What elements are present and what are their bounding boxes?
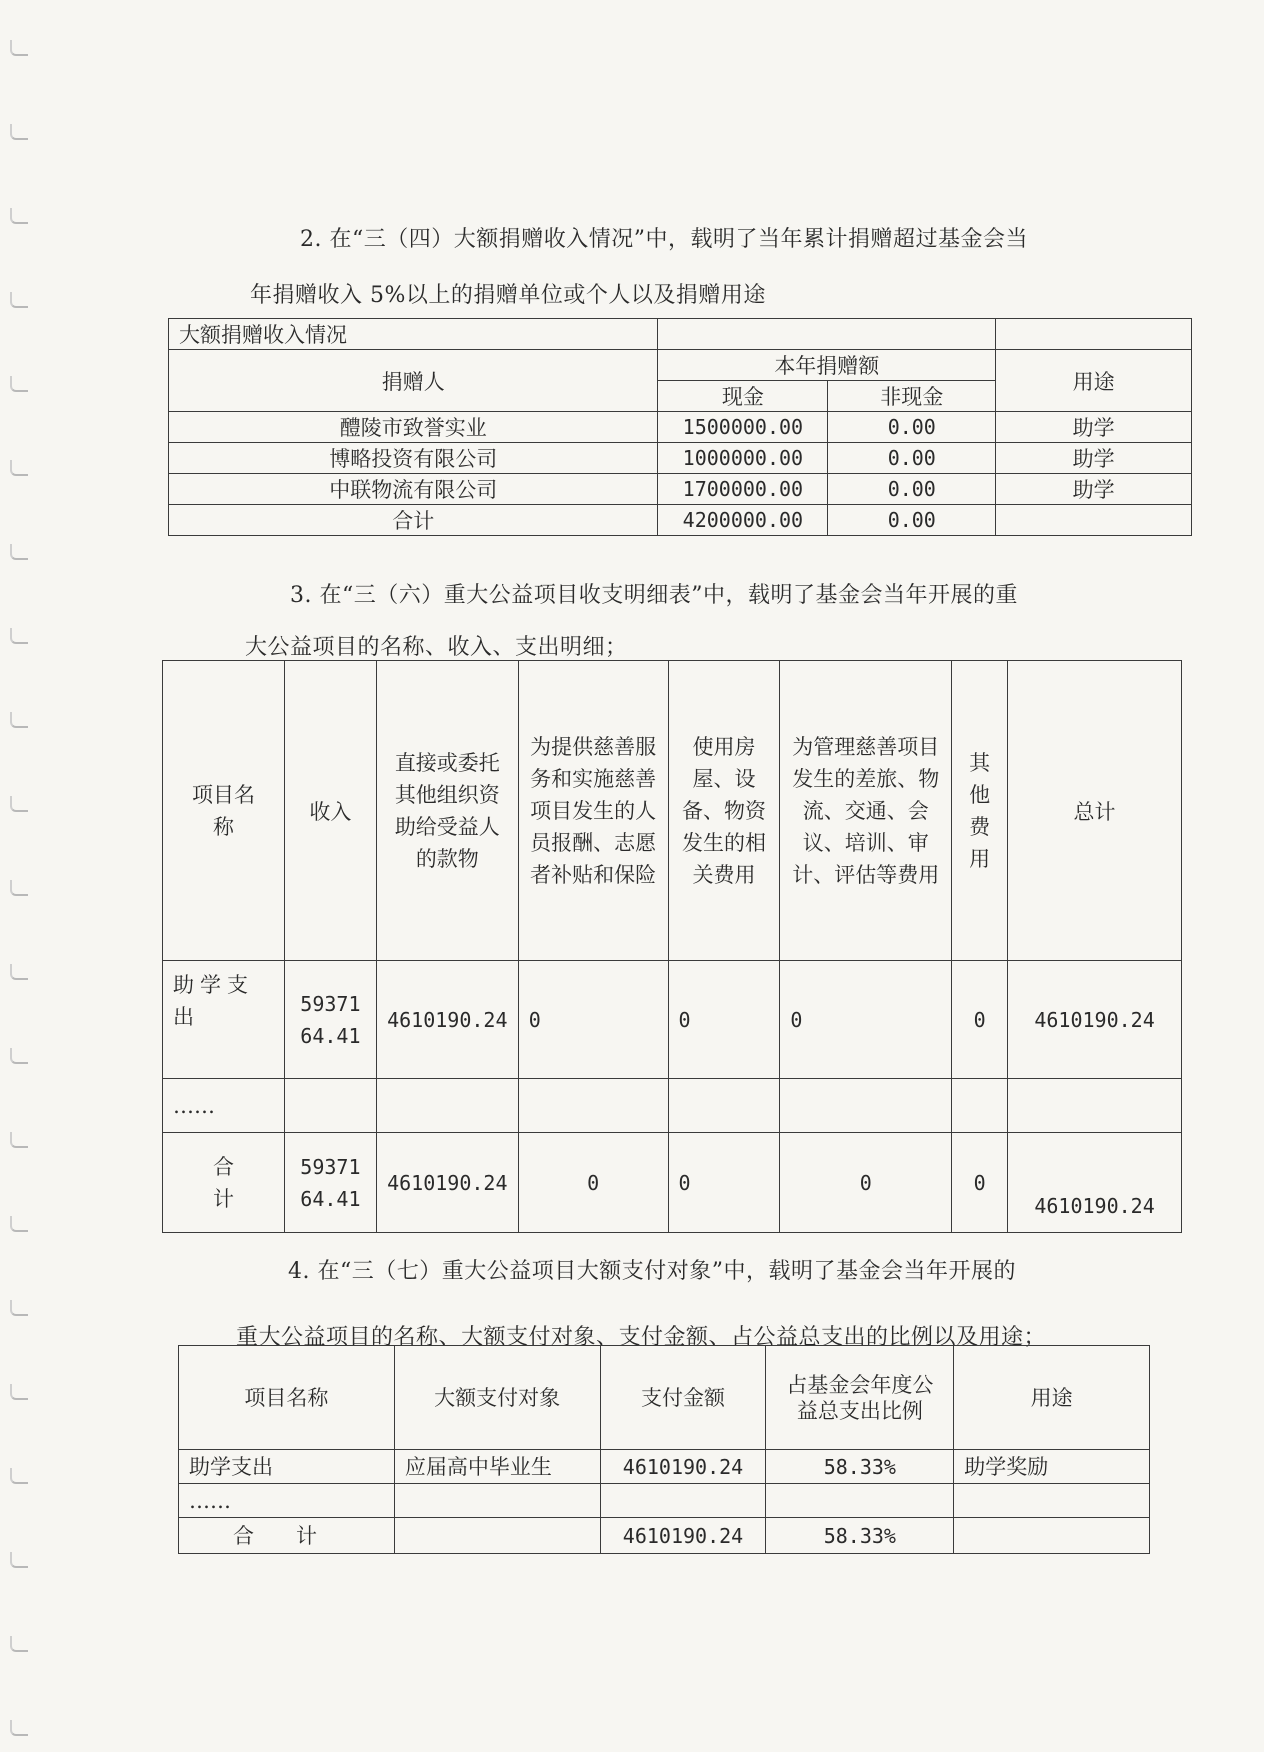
cash-header: 现金	[658, 381, 828, 412]
premises-cost-header: 使用房屋、设备、物资发生的相关费用	[668, 661, 780, 961]
binding-hole-mark	[10, 880, 28, 896]
table-row-total	[163, 1133, 1182, 1233]
other-cost-cell	[952, 1079, 1008, 1133]
ratio-cell	[766, 1484, 954, 1518]
donor-cell: 合计	[169, 505, 658, 536]
para3-line2: 大公益项目的名称、收入、支出明细；	[245, 635, 628, 660]
noncash-cell: 0.00	[828, 443, 996, 474]
para4-line2: 重大公益项目的名称、大额支付对象、支付金额、占公益总支出的比例以及用途；	[236, 1325, 1047, 1350]
table-caption: 大额捐赠收入情况	[169, 319, 658, 350]
donor-cell: 醴陵市致誉实业	[169, 412, 658, 443]
ratio-cell: 58.33%	[766, 1450, 954, 1484]
other-cost-cell: 0	[952, 961, 1008, 1079]
purpose-cell	[954, 1484, 1150, 1518]
para3-line1: 3. 在“三（六）重大公益项目收支明细表”中，载明了基金会当年开展的重	[290, 583, 1018, 608]
para4-line1: 4. 在“三（七）重大公益项目大额支付对象”中，载明了基金会当年开展的	[288, 1259, 1016, 1284]
cash-cell: 1000000.00	[658, 443, 828, 474]
payment-amount-cell: 4610190.24	[600, 1450, 766, 1484]
binding-hole-mark	[10, 1300, 28, 1316]
income-cell	[284, 1079, 376, 1133]
project-name-cell: ……	[179, 1484, 395, 1518]
management-cost-header: 为管理慈善项目发生的差旅、物流、交通、会议、培训、审计、评估等费用	[780, 661, 952, 961]
table-row	[169, 412, 1192, 443]
payment-amount-cell	[600, 1484, 766, 1518]
binding-hole-mark	[10, 208, 28, 224]
project-name-cell: 合 计	[179, 1518, 395, 1554]
binding-hole-mark	[10, 1468, 28, 1484]
binding-holes	[0, 0, 40, 1752]
ratio-cell: 58.33%	[766, 1518, 954, 1554]
amount-header: 本年捐赠额	[658, 350, 996, 381]
large-payment-table	[178, 1345, 1150, 1554]
income-cell: 5937164.41	[284, 1133, 376, 1233]
direct-aid-cell: 4610190.24	[376, 961, 518, 1079]
binding-hole-mark	[10, 124, 28, 140]
ratio-header: 占基金会年度公益总支出比例	[766, 1346, 954, 1450]
binding-hole-mark	[10, 712, 28, 728]
binding-hole-mark	[10, 292, 28, 308]
donor-header: 捐赠人	[169, 350, 658, 412]
payment-amount-cell: 4610190.24	[600, 1518, 766, 1554]
purpose-cell: 助学	[996, 443, 1192, 474]
large-donation-table	[168, 318, 1192, 536]
total-cell: 4610190.24	[1008, 1133, 1182, 1233]
noncash-cell: 0.00	[828, 505, 996, 536]
project-name-cell: ……	[163, 1079, 285, 1133]
project-name-header: 项目名称	[163, 661, 285, 961]
total-cell: 4610190.24	[1008, 961, 1182, 1079]
binding-hole-mark	[10, 40, 28, 56]
staff-cost-cell	[518, 1079, 668, 1133]
project-name-header: 项目名称	[179, 1346, 395, 1450]
binding-hole-mark	[10, 1720, 28, 1736]
table-row	[169, 443, 1192, 474]
binding-hole-mark	[10, 544, 28, 560]
binding-hole-mark	[10, 796, 28, 812]
purpose-header: 用途	[996, 350, 1192, 412]
direct-aid-cell	[376, 1079, 518, 1133]
table-row	[163, 961, 1182, 1079]
project-name-cell: 合计	[163, 1133, 285, 1233]
project-name-cell: 助学支出	[163, 961, 285, 1079]
payee-header: 大额支付对象	[394, 1346, 600, 1450]
purpose-cell: 助学奖励	[954, 1450, 1150, 1484]
management-cost-cell: 0	[780, 1133, 952, 1233]
binding-hole-mark	[10, 460, 28, 476]
payee-cell: 应届高中毕业生	[394, 1450, 600, 1484]
donor-cell: 中联物流有限公司	[169, 474, 658, 505]
management-cost-cell: 0	[780, 961, 952, 1079]
table-row	[179, 1484, 1150, 1518]
purpose-cell: 助学	[996, 474, 1192, 505]
payment-amount-header: 支付金额	[600, 1346, 766, 1450]
purpose-header: 用途	[954, 1346, 1150, 1450]
noncash-cell: 0.00	[828, 412, 996, 443]
payee-cell	[394, 1484, 600, 1518]
table-row	[169, 474, 1192, 505]
table-row-total	[169, 505, 1192, 536]
binding-hole-mark	[10, 1636, 28, 1652]
premises-cost-cell: 0	[668, 961, 780, 1079]
other-cost-header: 其他费用	[952, 661, 1008, 961]
income-header: 收入	[284, 661, 376, 961]
premises-cost-cell	[668, 1079, 780, 1133]
binding-hole-mark	[10, 1048, 28, 1064]
binding-hole-mark	[10, 1216, 28, 1232]
para2-line1: 2. 在“三（四）大额捐赠收入情况”中，载明了当年累计捐赠超过基金会当	[300, 227, 1028, 252]
purpose-cell: 助学	[996, 412, 1192, 443]
staff-cost-cell: 0	[518, 961, 668, 1079]
total-cell	[1008, 1079, 1182, 1133]
cash-cell: 1700000.00	[658, 474, 828, 505]
table-row	[163, 1079, 1182, 1133]
total-header: 总计	[1008, 661, 1182, 961]
binding-hole-mark	[10, 964, 28, 980]
noncash-header: 非现金	[828, 381, 996, 412]
other-cost-cell: 0	[952, 1133, 1008, 1233]
income-cell: 5937164.41	[284, 961, 376, 1079]
purpose-cell	[954, 1518, 1150, 1554]
binding-hole-mark	[10, 376, 28, 392]
binding-hole-mark	[10, 1384, 28, 1400]
direct-aid-cell: 4610190.24	[376, 1133, 518, 1233]
project-expense-table	[162, 660, 1182, 1233]
para2-line2: 年捐赠收入 5%以上的捐赠单位或个人以及捐赠用途	[250, 283, 766, 308]
management-cost-cell	[780, 1079, 952, 1133]
noncash-cell: 0.00	[828, 474, 996, 505]
table-row-total	[179, 1518, 1150, 1554]
cash-cell: 4200000.00	[658, 505, 828, 536]
binding-hole-mark	[10, 1132, 28, 1148]
staff-cost-cell: 0	[518, 1133, 668, 1233]
payee-cell	[394, 1518, 600, 1554]
premises-cost-cell: 0	[668, 1133, 780, 1233]
direct-aid-header: 直接或委托其他组织资助给受益人的款物	[376, 661, 518, 961]
staff-cost-header: 为提供慈善服务和实施慈善项目发生的人员报酬、志愿者补贴和保险	[518, 661, 668, 961]
donor-cell: 博略投资有限公司	[169, 443, 658, 474]
binding-hole-mark	[10, 628, 28, 644]
cash-cell: 1500000.00	[658, 412, 828, 443]
purpose-cell	[996, 505, 1192, 536]
project-name-cell: 助学支出	[179, 1450, 395, 1484]
table-row	[179, 1450, 1150, 1484]
binding-hole-mark	[10, 1552, 28, 1568]
